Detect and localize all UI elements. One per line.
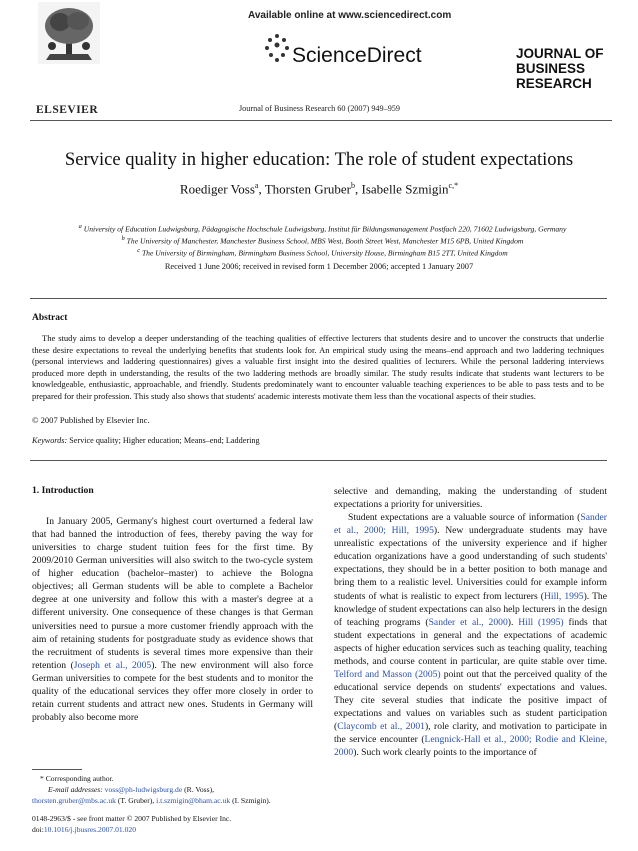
section-heading: 1. Introduction [32, 485, 94, 496]
body-text: ), role clarity, and motivation to participate in the service encounter ( [334, 721, 607, 746]
body-text: ). Such work clearly points to the importance of [353, 747, 537, 759]
citation-link[interactable]: Lengnick-Hall et al., 2000; Rodie and Kleine, 2000 [334, 734, 607, 759]
paper-title: Service quality in higher education: The role of student expectations [64, 149, 574, 170]
email-label: E-mail addresses: [48, 785, 103, 794]
sciencedirect-icon [262, 30, 292, 68]
received-dates: Received 1 June 2006; received in revised form 1 December 2006; accepted 1 January 2007 [164, 262, 474, 271]
keywords-label: Keywords: [32, 436, 68, 445]
body-text: ). [507, 616, 519, 628]
citation-link[interactable]: Claycomb et al., 2001 [337, 721, 425, 733]
author-sup: b [351, 181, 356, 190]
author-name: Thorsten Gruber [264, 181, 352, 197]
sciencedirect-wordmark: ScienceDirect [292, 44, 422, 67]
paragraph [334, 511, 607, 759]
doi-line [32, 825, 136, 836]
doi-label: doi: [32, 825, 44, 834]
header-divider [30, 120, 612, 121]
body-text: ). The new environment will also force German universities to compete for the best students and to monitor the quality of the educational services they offer more closely in order to retain current students and attract new ones. Students in Germany will probably also become more [32, 659, 313, 723]
corresponding-author-note: * Corresponding author. [40, 774, 114, 783]
journal-citation: Journal of Business Research 60 (2007) 949–959 [239, 104, 400, 113]
citation-link[interactable]: Hill, 1995 [543, 590, 584, 602]
citation-link[interactable]: Hill (1995) [518, 616, 564, 628]
author-name: Roediger Voss [179, 181, 255, 197]
citation-link[interactable]: Sander et al., 2000 [428, 616, 508, 628]
available-online-text: Available online at www.sciencedirect.com [248, 10, 452, 21]
affiliation-sup: b [121, 235, 125, 242]
author-sup: a [254, 181, 259, 190]
keywords [32, 436, 260, 445]
body-text: ). The knowledge of student expectations can also help lecturers in the design of teaching programs ( [334, 590, 607, 628]
email-line [48, 785, 214, 796]
email-line [32, 796, 271, 807]
affiliation-sup: c [137, 247, 141, 254]
journal-logo [516, 46, 604, 91]
email-owner: (R. Voss), [182, 785, 214, 794]
author-list: Roediger Voss$^a$, Thorsten Gruber$^b$, Isabelle Szmigin$^{c,*}$ [179, 181, 459, 197]
affiliation [30, 245, 615, 259]
footnote-divider [32, 769, 82, 770]
affiliation-text: The University of Birmingham, Birmingham Business School, University House, Birmingham B15 2TT, United Kingdom [141, 248, 508, 258]
body-text: ). New undergraduate students may have unrealistic expectations of the university experience and if higher education organizations have a good understanding of such students' expectations, they should be in a better position to both manage and bring them to a realistic level. Universities could for example inform students of what is realistic to expect from lecturers ( [334, 525, 607, 602]
doi-link[interactable]: 10.1016/j.jbusres.2007.01.020 [43, 825, 137, 834]
author-name: Isabelle Szmigin [361, 181, 449, 197]
citation-link[interactable]: Telford and Masson (2005) [334, 668, 441, 680]
elsevier-tree-logo [38, 2, 100, 64]
body-text: In January 2005, Germany's highest court overturned a federal law that had banned the introduction of fees, thereby paving the way for universities to charge student tuition fees for the first time. By 2009/2010 German universities will also switch to the two-cycle system of higher education (bachelor–master) to achieve the Bologna objectives; all German students will be able to complete a Bachelor degree at one university and follow this with a master's degree at a different university. One consequence of these changes is that German universities need to pursue a more customer friendly approach with the aim of retaining students for postgraduate study as evidence shows that the recruitment of students is several times more expensive than their retention ( [32, 516, 313, 671]
email-owner: (T. Gruber), [115, 796, 157, 805]
email-link[interactable]: thorsten.gruber@mbs.ac.uk [32, 796, 116, 805]
publisher-name: ELSEVIER [36, 104, 99, 116]
email-link[interactable]: i.t.szmigin@bham.ac.uk [156, 796, 231, 805]
abstract-bottom-divider [30, 460, 607, 461]
affiliation-text: The University of Manchester, Manchester Business School, MBS West, Booth Street West, Manchester M15 6PB, United Kingdom [126, 236, 524, 246]
affiliation-text: University of Education Ludwigsburg, Pädagogische Hochschule Ludwigsburg, Institut für Bildungsmanagement Postfach 220, 71602 Ludwigsburg, Germany [83, 224, 567, 234]
journal-logo-line: JOURNAL OF [516, 46, 604, 61]
body-text: Student expectations are a valuable source of information ( [348, 512, 581, 524]
keywords-text: Service quality; Higher education; Means–end; Laddering [69, 436, 260, 445]
affiliation-sup: a [78, 223, 82, 230]
citation-link[interactable]: Joseph et al., 2005 [73, 659, 152, 671]
abstract-text: The study aims to develop a deeper understanding of the teaching qualities of effective lecturers that students desire and to uncover the constructs that underlie these desire expectations to reveal the underlying benefits that students look for. An empirical study using the means–end approach and two laddering techniques (personal interviews and laddering questionnaires) gives a valuable first insight into the desired qualities of lecturers. While the personal laddering interviews produced more depth in understanding, the results of the two laddering methods are broadly similar. The study results indicate that students want lecturers to be knowledgeable, enthusiastic, approachable, and friendly. Students predominately want to encounter valuable teaching experiences to be able to pass tests and to be prepared for their profession. This study also shows that students' academic interests motivate them less than the vocational aspects of their studies. [32, 333, 604, 401]
email-link[interactable]: voss@ph-ludwigsburg.de [104, 785, 183, 794]
issn-line: 0148-2963/$ - see front matter © 2007 Published by Elsevier Inc. [32, 814, 232, 823]
abstract-copyright: © 2007 Published by Elsevier Inc. [32, 415, 150, 425]
email-owner: (I. Szmigin). [230, 796, 271, 805]
left-column-text [32, 515, 313, 724]
right-column-text [334, 485, 607, 759]
body-text: point out that the perceived quality of the educational service depends on students' expectations and values. They cite several studies that indicate the positive impact of expectations and values on variables such as student participation ( [334, 668, 607, 733]
abstract-top-divider [30, 298, 607, 299]
paragraph: selective and demanding, making the understanding of student expectations a priority for universities. [334, 486, 607, 511]
author-sup: c,* [448, 181, 459, 190]
citation-link[interactable]: Sander et al., 2000; Hill, 1995 [334, 512, 607, 537]
journal-logo-line: BUSINESS [516, 61, 586, 76]
abstract-heading: Abstract [32, 313, 68, 323]
body-text: finds that student expectations in general and the expectations of academic aspects of higher education services such as teaching quality, teaching methods, and course content in particular, are quite stable over time. [334, 616, 607, 667]
journal-logo-line: RESEARCH [516, 76, 592, 91]
